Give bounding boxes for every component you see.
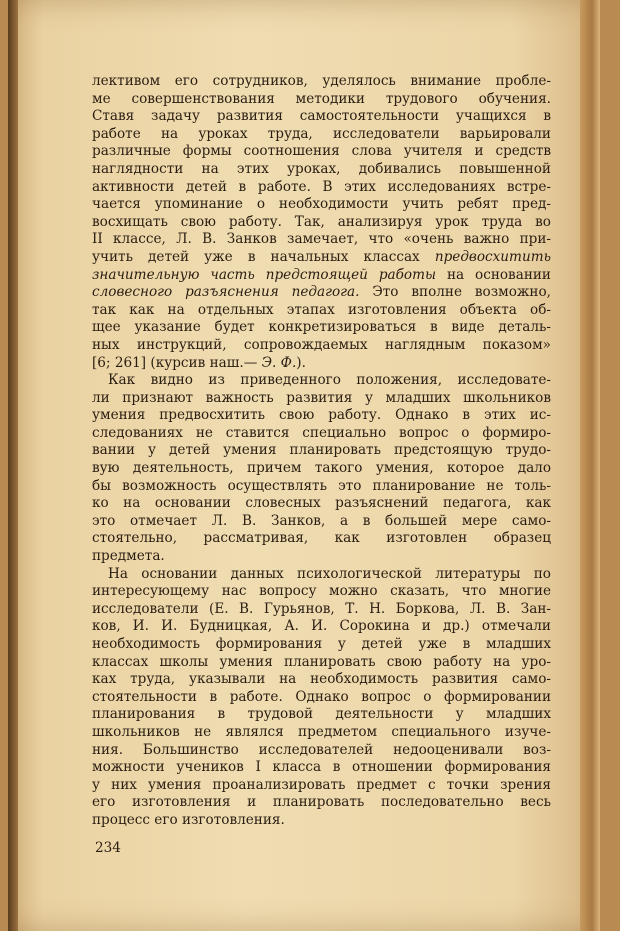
text-line xyxy=(92,654,551,672)
text-segment: стоятельности в работе. Однако вопрос о формировании xyxy=(92,688,551,705)
text-line xyxy=(92,530,551,548)
text-line xyxy=(92,583,551,601)
text-segment: различные формы соотношения слова учителя и средств xyxy=(92,143,551,160)
text-line xyxy=(92,742,551,760)
text-line xyxy=(92,706,551,724)
text-segment: предмета. xyxy=(92,548,165,565)
body-text xyxy=(92,73,551,830)
text-line xyxy=(92,91,551,109)
text-line xyxy=(92,794,551,812)
text-line xyxy=(92,267,551,285)
text-line xyxy=(92,302,551,320)
text-line xyxy=(92,214,551,232)
text-line xyxy=(92,337,551,355)
text-line xyxy=(92,636,551,654)
text-line xyxy=(92,108,551,126)
text-segment: Ставя задачу развития самостоятельности учащихся в xyxy=(92,108,551,125)
text-line xyxy=(92,777,551,795)
text-line xyxy=(92,231,551,249)
text-line xyxy=(92,196,551,214)
text-line xyxy=(92,179,551,197)
text-line xyxy=(92,460,551,478)
text-line xyxy=(92,671,551,689)
text-segment: так как на отдельных этапах изготовления объекта об- xyxy=(92,301,551,318)
text-line xyxy=(92,355,551,373)
text-segment: наглядности на этих уроках, добивались повышенной xyxy=(92,160,551,177)
text-line xyxy=(92,390,551,408)
text-segment: щее указание будет конкретизироваться в виде деталь- xyxy=(92,319,551,336)
text-line xyxy=(92,73,551,91)
italic-text: словесного разъяснения педагога. xyxy=(92,284,360,301)
text-segment: Как видно из приведенного положения, исследовате- xyxy=(108,372,551,389)
text-segment: процесс его изготовления. xyxy=(92,811,285,828)
text-segment: ков, И. И. Будницкая, А. И. Сорокина и др.) отмечали xyxy=(92,618,551,635)
text-line xyxy=(92,566,551,584)
text-segment: вании у детей умения планировать предстоящую трудо- xyxy=(92,442,551,459)
text-line xyxy=(92,319,551,337)
text-segment: его изготовления и планировать последовательно весь xyxy=(92,794,551,811)
text-segment: II классе, Л. В. Занков замечает, что «очень важно при- xyxy=(92,231,551,248)
text-line xyxy=(92,407,551,425)
text-segment: лективом его сотрудников, уделялось внимание пробле- xyxy=(92,73,551,89)
text-segment: можности учеников I класса в отношении формирования xyxy=(92,759,551,776)
text-line xyxy=(92,442,551,460)
italic-text: значительную часть предстоящей работы xyxy=(92,266,437,283)
text-segment: школьников не являлся предметом специального изуче- xyxy=(92,723,551,740)
text-line xyxy=(92,161,551,179)
text-line xyxy=(92,495,551,513)
text-line xyxy=(92,372,551,390)
text-line xyxy=(92,143,551,161)
page-number: 234 xyxy=(95,840,121,856)
text-line xyxy=(92,812,551,830)
text-segment: [6; 261] (курсив наш.— xyxy=(92,354,262,371)
text-line xyxy=(92,513,551,531)
text-segment: бы возможность осуществлять это планирование не толь- xyxy=(92,477,551,494)
text-segment: классах школы умения планировать свою работу на уро- xyxy=(92,653,551,670)
italic-text: Э. Ф. xyxy=(261,354,297,371)
text-segment: вую деятельность, причем такого умения, которое дало xyxy=(92,460,551,477)
text-segment: учить детей уже в начальных классах xyxy=(92,248,435,265)
text-segment: планирования в трудовой деятельности у младших xyxy=(92,706,551,723)
text-segment: активности детей в работе. В этих исследованиях встре- xyxy=(92,178,551,195)
page-edge xyxy=(580,0,600,931)
text-line xyxy=(92,548,551,566)
text-segment: необходимость формирования у детей уже в младших xyxy=(92,636,551,652)
text-line xyxy=(92,601,551,619)
text-segment: работе на уроках труда, исследователи варьировали xyxy=(92,125,551,142)
text-line xyxy=(92,126,551,144)
text-segment: ных инструкций, сопровождаемых наглядным показом» xyxy=(92,336,551,353)
text-segment: ли признают важность развития у младших школьников xyxy=(92,389,551,406)
italic-text: предвосхитить xyxy=(434,248,551,265)
text-line xyxy=(92,724,551,742)
text-segment: умения предвосхитить свою работу. Однако в этих ис- xyxy=(92,407,551,424)
text-segment: ). xyxy=(296,354,306,371)
text-segment: следованиях не ставится специально вопрос о формиро- xyxy=(92,424,551,441)
text-segment: чается упоминание о необходимости учить ребят пред- xyxy=(92,196,551,213)
text-segment: ко на основании словесных разъяснений педагога, как xyxy=(92,495,551,512)
text-segment: восхищать свою работу. Так, анализируя урок труда во xyxy=(92,213,551,230)
text-segment: исследователи (Е. В. Гурьянов, Т. Н. Боркова, Л. В. Зан- xyxy=(92,600,551,617)
text-line xyxy=(92,478,551,496)
text-segment: стоятельно, рассматривая, как изготовлен образец xyxy=(92,530,551,547)
text-line xyxy=(92,284,551,302)
text-segment: Это вполне возможно, xyxy=(359,284,551,301)
text-segment: На основании данных психологической литературы по xyxy=(108,565,551,582)
text-segment: на основании xyxy=(436,266,551,283)
text-line xyxy=(92,618,551,636)
text-segment: это отмечает Л. В. Занков, а в большей мере само- xyxy=(92,512,551,529)
text-line xyxy=(92,759,551,777)
book-spine xyxy=(8,0,18,931)
text-segment: ме совершенствования методики трудового обучения. xyxy=(92,90,551,107)
text-line xyxy=(92,249,551,267)
text-segment: ках труда, указывали на необходимость развития само- xyxy=(92,671,551,688)
text-line xyxy=(92,425,551,443)
text-segment: интересующему нас вопросу можно сказать, что многие xyxy=(92,583,551,600)
text-line xyxy=(92,689,551,707)
text-segment: у них умения проанализировать предмет с точки зрения xyxy=(92,776,551,793)
book-page xyxy=(8,0,600,931)
text-segment: ния. Большинство исследователей недооценивали воз- xyxy=(92,741,551,758)
